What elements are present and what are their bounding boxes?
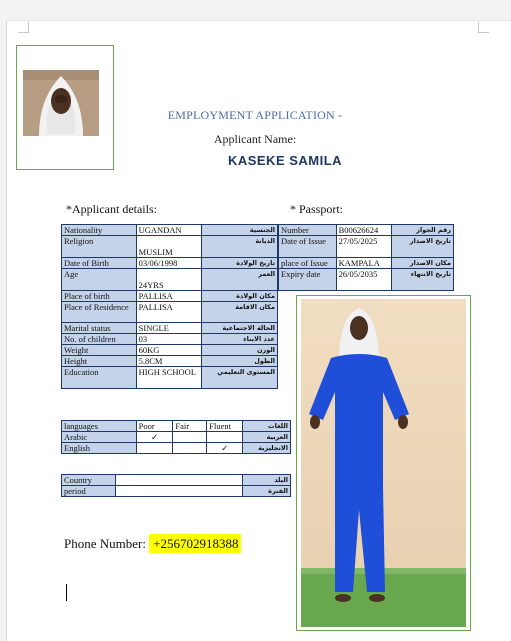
text-cursor bbox=[66, 584, 67, 601]
arabic-label-cell: مكان الاقامة bbox=[202, 302, 278, 323]
value-cell[interactable]: PALLISA bbox=[136, 302, 202, 323]
table-row bbox=[279, 258, 454, 269]
table-row bbox=[62, 432, 291, 443]
label-cell: Expiry date bbox=[279, 269, 337, 291]
experience-table bbox=[61, 474, 291, 497]
table-row bbox=[62, 356, 278, 367]
table-row bbox=[279, 236, 454, 258]
table-row bbox=[62, 258, 278, 269]
value-cell[interactable]: HIGH SCHOOL bbox=[136, 367, 202, 389]
label-cell: No. of children bbox=[62, 334, 137, 345]
table-row bbox=[62, 367, 278, 389]
portrait-photo bbox=[17, 46, 113, 169]
table-row bbox=[62, 475, 291, 486]
fair-header: Fair bbox=[173, 421, 207, 432]
document-title: EMPLOYMENT APPLICATION - bbox=[167, 108, 343, 122]
value-cell[interactable]: 26/05/2035 bbox=[336, 269, 392, 291]
label-cell: Date of Birth bbox=[62, 258, 137, 269]
languages-table bbox=[61, 420, 291, 454]
languages-header: languages bbox=[62, 421, 137, 432]
value-cell[interactable]: KAMPALA bbox=[336, 258, 392, 269]
arabic-label-cell: تاريخ الولادة bbox=[202, 258, 278, 269]
table-row bbox=[62, 225, 278, 236]
value-cell[interactable]: 60KG bbox=[136, 345, 202, 356]
period-label: period bbox=[62, 486, 116, 497]
label-cell: Place of birth bbox=[62, 291, 137, 302]
label-cell: Age bbox=[62, 269, 137, 291]
margin-corner-mark bbox=[18, 22, 29, 33]
label-cell: Nationality bbox=[62, 225, 137, 236]
table-row bbox=[279, 225, 454, 236]
phone-label: Phone Number: bbox=[64, 536, 146, 551]
check-cell[interactable] bbox=[173, 443, 207, 454]
phone-line bbox=[64, 536, 241, 552]
label-cell: Height bbox=[62, 356, 137, 367]
table-row bbox=[62, 443, 291, 454]
value-cell[interactable]: 03 bbox=[136, 334, 202, 345]
arabic-label-cell: مكان الولادة bbox=[202, 291, 278, 302]
label-cell: Marital status bbox=[62, 323, 137, 334]
arabic-label-cell: رقم الجواز bbox=[392, 225, 454, 236]
value-cell[interactable]: 5.8CM bbox=[136, 356, 202, 367]
value-cell[interactable]: B00626624 bbox=[336, 225, 392, 236]
arabic-label-cell: المستوى التعليمي bbox=[202, 367, 278, 389]
value-cell[interactable]: 27/05/2025 bbox=[336, 236, 392, 258]
document-toolbar-area bbox=[0, 0, 511, 20]
phone-number[interactable]: +256702918388 bbox=[149, 534, 240, 553]
label-cell: Education bbox=[62, 367, 137, 389]
arabic-label-cell: عدد الابناء bbox=[202, 334, 278, 345]
arabic-label-cell: الحالة الاجتماعية bbox=[202, 323, 278, 334]
table-row bbox=[62, 323, 278, 334]
full-body-photo bbox=[297, 296, 470, 630]
applicant-name: KASEKE SAMILA bbox=[227, 153, 343, 168]
passport-table bbox=[278, 224, 454, 291]
language-name-cell: Arabic bbox=[62, 432, 137, 443]
table-row bbox=[279, 269, 454, 291]
arabic-language-cell: العربية bbox=[243, 432, 291, 443]
passport-heading: * Passport: bbox=[290, 202, 344, 216]
check-cell[interactable] bbox=[136, 443, 173, 454]
table-row bbox=[62, 236, 278, 258]
full-body-photo-frame[interactable] bbox=[296, 295, 471, 631]
arabic-label-cell: الديانة bbox=[202, 236, 278, 258]
table-row bbox=[62, 334, 278, 345]
arabic-label-cell: تاريخ الاصدار bbox=[392, 236, 454, 258]
check-cell[interactable]: ✓ bbox=[136, 432, 173, 443]
label-cell: Religion bbox=[62, 236, 137, 258]
arabic-label-cell: الطول bbox=[202, 356, 278, 367]
arabic-languages-header: اللغات bbox=[243, 421, 291, 432]
table-row bbox=[62, 421, 291, 432]
margin-corner-mark bbox=[478, 22, 489, 33]
fluent-header: Fluent bbox=[207, 421, 243, 432]
table-row bbox=[62, 302, 278, 323]
table-row bbox=[62, 291, 278, 302]
arabic-label-cell: تاريخ الانتهاء bbox=[392, 269, 454, 291]
label-cell: place of Issue bbox=[279, 258, 337, 269]
arabic-label-cell: العمر bbox=[202, 269, 278, 291]
check-cell[interactable] bbox=[207, 432, 243, 443]
value-cell[interactable]: PALLISA bbox=[136, 291, 202, 302]
arabic-country-label: البلد bbox=[243, 475, 291, 486]
country-value[interactable] bbox=[115, 475, 242, 486]
value-cell[interactable]: 03/06/1998 bbox=[136, 258, 202, 269]
label-cell: Date of Issue bbox=[279, 236, 337, 258]
table-row bbox=[62, 345, 278, 356]
value-cell[interactable]: MUSLIM bbox=[136, 236, 202, 258]
check-cell[interactable]: ✓ bbox=[207, 443, 243, 454]
applicant-details-heading: *Applicant details: bbox=[66, 202, 157, 216]
check-cell[interactable] bbox=[173, 432, 207, 443]
arabic-language-cell: الانجليزية bbox=[243, 443, 291, 454]
label-cell: Weight bbox=[62, 345, 137, 356]
language-name-cell: English bbox=[62, 443, 137, 454]
table-row bbox=[62, 486, 291, 497]
applicant-name-label: Applicant Name: bbox=[213, 132, 297, 146]
arabic-label-cell: مكان الاصدار bbox=[392, 258, 454, 269]
arabic-label-cell: الوزن bbox=[202, 345, 278, 356]
period-value[interactable] bbox=[115, 486, 242, 497]
applicant-details-table bbox=[61, 224, 278, 389]
value-cell[interactable]: UGANDAN bbox=[136, 225, 202, 236]
label-cell: Number bbox=[279, 225, 337, 236]
table-row bbox=[62, 269, 278, 291]
arabic-period-label: الفترة bbox=[243, 486, 291, 497]
value-cell[interactable]: 24YRS bbox=[136, 269, 202, 291]
country-label: Country bbox=[62, 475, 116, 486]
portrait-photo-frame[interactable] bbox=[16, 45, 114, 170]
arabic-label-cell: الجنسية bbox=[202, 225, 278, 236]
value-cell[interactable]: SINGLE bbox=[136, 323, 202, 334]
label-cell: Place of Residence bbox=[62, 302, 137, 323]
poor-header: Poor bbox=[136, 421, 173, 432]
